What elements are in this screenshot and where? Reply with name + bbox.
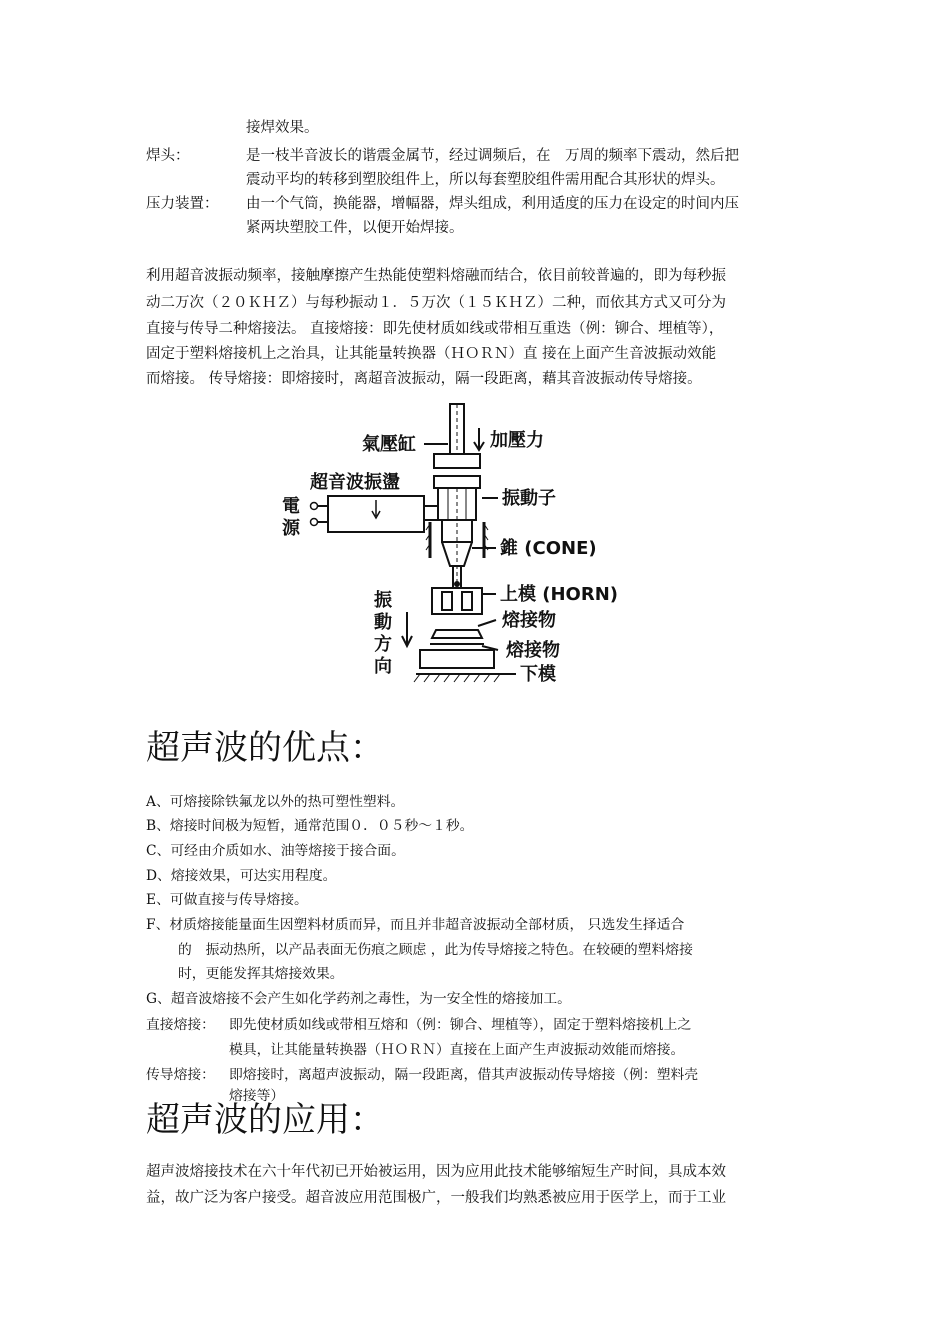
label-weld-1: 熔接物	[502, 610, 556, 631]
advantage-c: C、可经由介质如水、油等熔接于接合面。	[146, 843, 405, 859]
label-power-1: 電	[282, 496, 300, 517]
heading-applications: 超声波的应用：	[146, 1100, 384, 1140]
definition-welding-head-line-1: 是一枝半音波长的谐震金属节，经过调频后，在 万周的频率下震动，然后把	[246, 148, 739, 164]
definition-welding-head-line-2: 震动平均的转移到塑胶组件上，所以每套塑胶组件需用配合其形状的焊头。	[246, 172, 725, 188]
intro-line-1: 利用超音波振动频率，接触摩擦产生热能使塑料熔融而结合，依目前较普遍的，即为每秒振	[146, 268, 726, 284]
applications-line-2: 益，故广泛为客户接受。超音波应用范围极广，一般我们均熟悉被应用于医学上，而于工业	[146, 1190, 726, 1206]
advantage-b: B、熔接时间极为短暂，通常范围０．０５秒～１秒。	[146, 818, 474, 834]
advantage-a: A、可熔接除铁氟龙以外的热可塑性塑料。	[146, 794, 405, 810]
advantage-d: D、熔接效果，可达实用程度。	[146, 868, 337, 884]
label-horn: 上模 (HORN)	[500, 584, 619, 605]
label-direction-2: 動	[374, 612, 392, 633]
label-lower-mold: 下模	[520, 664, 556, 685]
label-direction-3: 方	[374, 634, 392, 655]
label-pressure: 加壓力	[490, 430, 544, 451]
label-direction-1: 振	[374, 590, 392, 611]
label-oscillator: 超音波振盪	[310, 472, 400, 493]
advantage-f-line-2: 的 振动热所，以产品表面无伤痕之顾虑 ，此为传导熔接之特色。在较硬的塑料熔接	[178, 942, 693, 958]
direct-welding-line-1: 即先使材质如线或带相互熔和（例：铆合、埋植等），固定于塑料熔接机上之	[229, 1017, 692, 1033]
label-cone: 錐 (CONE)	[500, 538, 597, 559]
term-welding-head: 焊头：	[146, 148, 190, 164]
label-direction-4: 向	[374, 656, 392, 677]
intro-line-3: 直接与传导二种熔接法。 直接熔接：即先使材质如线或带相互重迭（例：铆合、埋植等），	[146, 321, 724, 337]
advantage-f-line-1: F、材质熔接能量面生因塑料材质而异，而且并非超音波振动全部材质， 只选发生择适合	[146, 917, 685, 933]
definition-pressure-device-line-2: 紧两块塑胶工件，以便开始焊接。	[246, 220, 464, 236]
label-weld-2: 熔接物	[506, 640, 560, 661]
ultrasonic-welder-diagram	[270, 398, 640, 698]
intro-line-4: 固定于塑料熔接机上之治具，让其能量转换器（ＨＯＲＮ）直 接在上面产生音波振动效能	[146, 346, 717, 362]
term-indirect-welding: 传导熔接：	[146, 1067, 215, 1083]
intro-line-2: 动二万次（２０ＫＨＺ）与每秒振动１．５万次（１５ＫＨＺ）二种，而依其方式又可分为	[146, 295, 726, 311]
advantage-g: G、超音波熔接不会产生如化学药剂之毒性，为一安全性的熔接加工。	[146, 991, 571, 1007]
label-vibrator: 振動子	[502, 488, 556, 509]
indirect-welding-line-1: 即熔接时，离超声波振动，隔一段距离，借其声波振动传导熔接（例：塑料壳	[229, 1067, 699, 1083]
label-cylinder: 氣壓缸	[362, 434, 416, 455]
term-pressure-device: 压力装置：	[146, 196, 219, 212]
direct-welding-line-2: 模具，让其能量转换器（ＨＯＲＮ）直接在上面产生声波振动效能而熔接。	[229, 1042, 685, 1058]
advantage-f-line-3: 时，更能发挥其熔接效果。	[178, 966, 344, 982]
intro-line-5: 而熔接。 传导熔接：即熔接时，离超音波振动，隔一段距离，藉其音波振动传导熔接。	[146, 371, 702, 387]
definition-continuation: 接焊效果。	[246, 120, 319, 136]
advantage-e: E、可做直接与传导熔接。	[146, 892, 308, 908]
applications-line-1: 超声波熔接技术在六十年代初已开始被运用，因为应用此技术能够缩短生产时间，具成本效	[146, 1164, 726, 1180]
heading-advantages: 超声波的优点：	[146, 728, 384, 768]
indirect-welding-line-2: 熔接等）	[229, 1088, 285, 1104]
definition-pressure-device-line-1: 由一个气筒，换能器，增幅器，焊头组成，利用适度的压力在设定的时间内压	[246, 196, 739, 212]
term-direct-welding: 直接熔接：	[146, 1017, 215, 1033]
label-power-2: 源	[282, 518, 300, 539]
